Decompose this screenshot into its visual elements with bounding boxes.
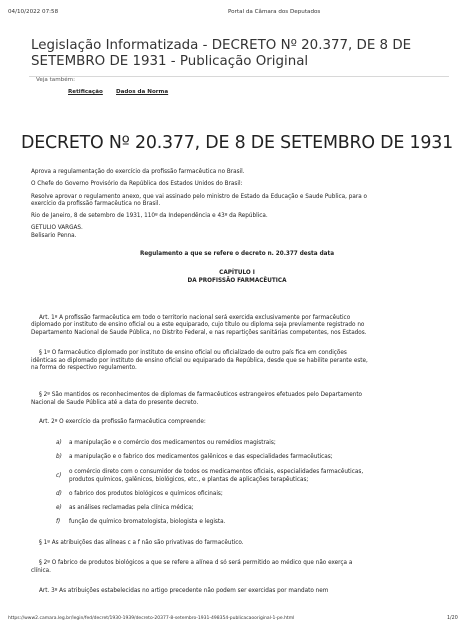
preamble-summary: Aprova a regulamentação do exercício da profissão farmacêutica no Brasil.	[31, 169, 245, 175]
art2-item-text: a manipulação e o comércio dos medicamentos ou remédios magistrais;	[69, 440, 276, 446]
art2-item-text: as análises reclamadas pela clínica médica;	[69, 505, 194, 511]
preamble-chief: O Chefe do Governo Provisório da República dos Estados Unidos do Brasil:	[31, 181, 243, 187]
signature-penna: Belisario Penna.	[31, 233, 77, 239]
art2-p1: § 1º As atribuições das alíneas c a f não são privativas do farmacêutico.	[39, 540, 244, 546]
art3-line: Art. 3º As atribuições estabelecidas no artigo precedente não podem ser exercidas por mandato nem	[39, 588, 329, 594]
art2-item-text: o fabrico dos produtos biológicos e químicos oficinais;	[69, 491, 223, 497]
print-site-name: Portal da Câmara dos Deputados	[228, 9, 321, 15]
art1-line: Art. 1º A profissão farmacêutica em todo o territorio nacional será exercida exclusivamente por farmacêutico	[39, 315, 351, 321]
art1-p1-line: na forma do respectivo regulamento.	[31, 365, 137, 371]
retificacao-link[interactable]: Retificação	[68, 89, 103, 95]
see-also-box	[29, 76, 449, 99]
art2-item-letter: c)	[56, 473, 62, 479]
print-url: https://www2.camara.leg.br/legin/fed/decret/1930-1939/decreto-20377-8-setembro-1931-498354-publicacaooriginal-1-pe.html	[8, 616, 295, 621]
art2-item-text: produtos químicos, galênicos, biológicos, etc., e plantas de aplicações terapêuticas;	[69, 477, 309, 483]
print-timestamp: 04/10/2022 07:58	[8, 9, 59, 15]
regulation-heading: Regulamento a que se refere o decreto n. 20.377 desta data	[139, 251, 335, 257]
art2-item-letter: e)	[56, 505, 62, 511]
page-title	[31, 38, 451, 70]
art2-item-letter: d)	[56, 491, 62, 497]
art1-line: Departamento Nacional de Saude Pública, no Distrito Federal, e nas repartições sanitárias competentes, nos Estados.	[31, 330, 367, 336]
preamble-date: Rio de Janeiro, 8 de setembro de 1931, 110º da Independência e 43º da República.	[31, 213, 268, 219]
page-title-line: Legislação Informatizada - DECRETO Nº 20.377, DE 8 DE	[31, 38, 412, 53]
art1-p2-line: § 2º São mantidos os reconhecimentos de diplomas de farmacêuticos estrangeiros efetuados pelo Departamento	[39, 392, 363, 398]
art2-item-letter: f)	[56, 519, 61, 525]
see-also-label: Veja também:	[36, 77, 75, 83]
chapter-name: DA PROFISSÃO FARMACÊUTICA	[187, 278, 287, 284]
art2-p2-line: § 2º O fabrico de produtos biológicos a que se refere a alínea d só será permitido ao médico que não exerça a	[39, 560, 353, 566]
art1-p1-line: idênticas ao diplomado por instituto de ensino oficial ou equiparado da República, desde que se habilite perante este,	[31, 358, 368, 364]
art1-line: diplomado por instituto de ensino oficial ou a este equiparado, cujo título ou diploma seja previamente registrado no	[31, 322, 365, 328]
page-title-line: SETEMBRO DE 1931 - Publicação Original	[31, 54, 309, 69]
art2-item-text: o comércio direto com o consumidor de todos os medicamentos oficiais, especialidades farmacêuticas,	[69, 469, 364, 475]
signature-vargas: GETULIO VARGAS.	[31, 225, 83, 231]
art2-item-letter: a)	[56, 440, 62, 446]
dados-da-norma-link[interactable]: Dados da Norma	[116, 89, 169, 95]
chapter-number: CAPÍTULO I	[219, 270, 255, 276]
art2-intro: Art. 2º O exercício da profissão farmacêutica compreende:	[39, 419, 206, 425]
art2-item-letter: b)	[56, 454, 62, 460]
preamble-resolve-cont: exercício da profissão farmacêutica no Brasil.	[31, 201, 161, 207]
art1-p1-line: § 1º O farmacêutico diplomado por instituto de ensino oficial ou oficializado de outro país fica em condições	[39, 350, 347, 356]
art2-item-text: a manipulação e o fabrico dos medicamentos galênicos e das especialidades farmacêuticas;	[69, 454, 333, 460]
art2-p2-line: clínica.	[31, 568, 51, 574]
print-page-number: 1/20	[447, 616, 458, 621]
preamble-resolve: Resolve aprovar o regulamento anexo, que vai assinado pelo ministro de Estado da Educação e Saude Publica, para o	[31, 194, 367, 200]
art1-p2-line: Nacional de Saude Pública até a data do presente decreto.	[31, 400, 199, 406]
decree-title: DECRETO Nº 20.377, DE 8 DE SETEMBRO DE 1931	[21, 133, 453, 153]
art2-item-text: função de químico bromatologista, biologista e legista.	[69, 519, 226, 525]
